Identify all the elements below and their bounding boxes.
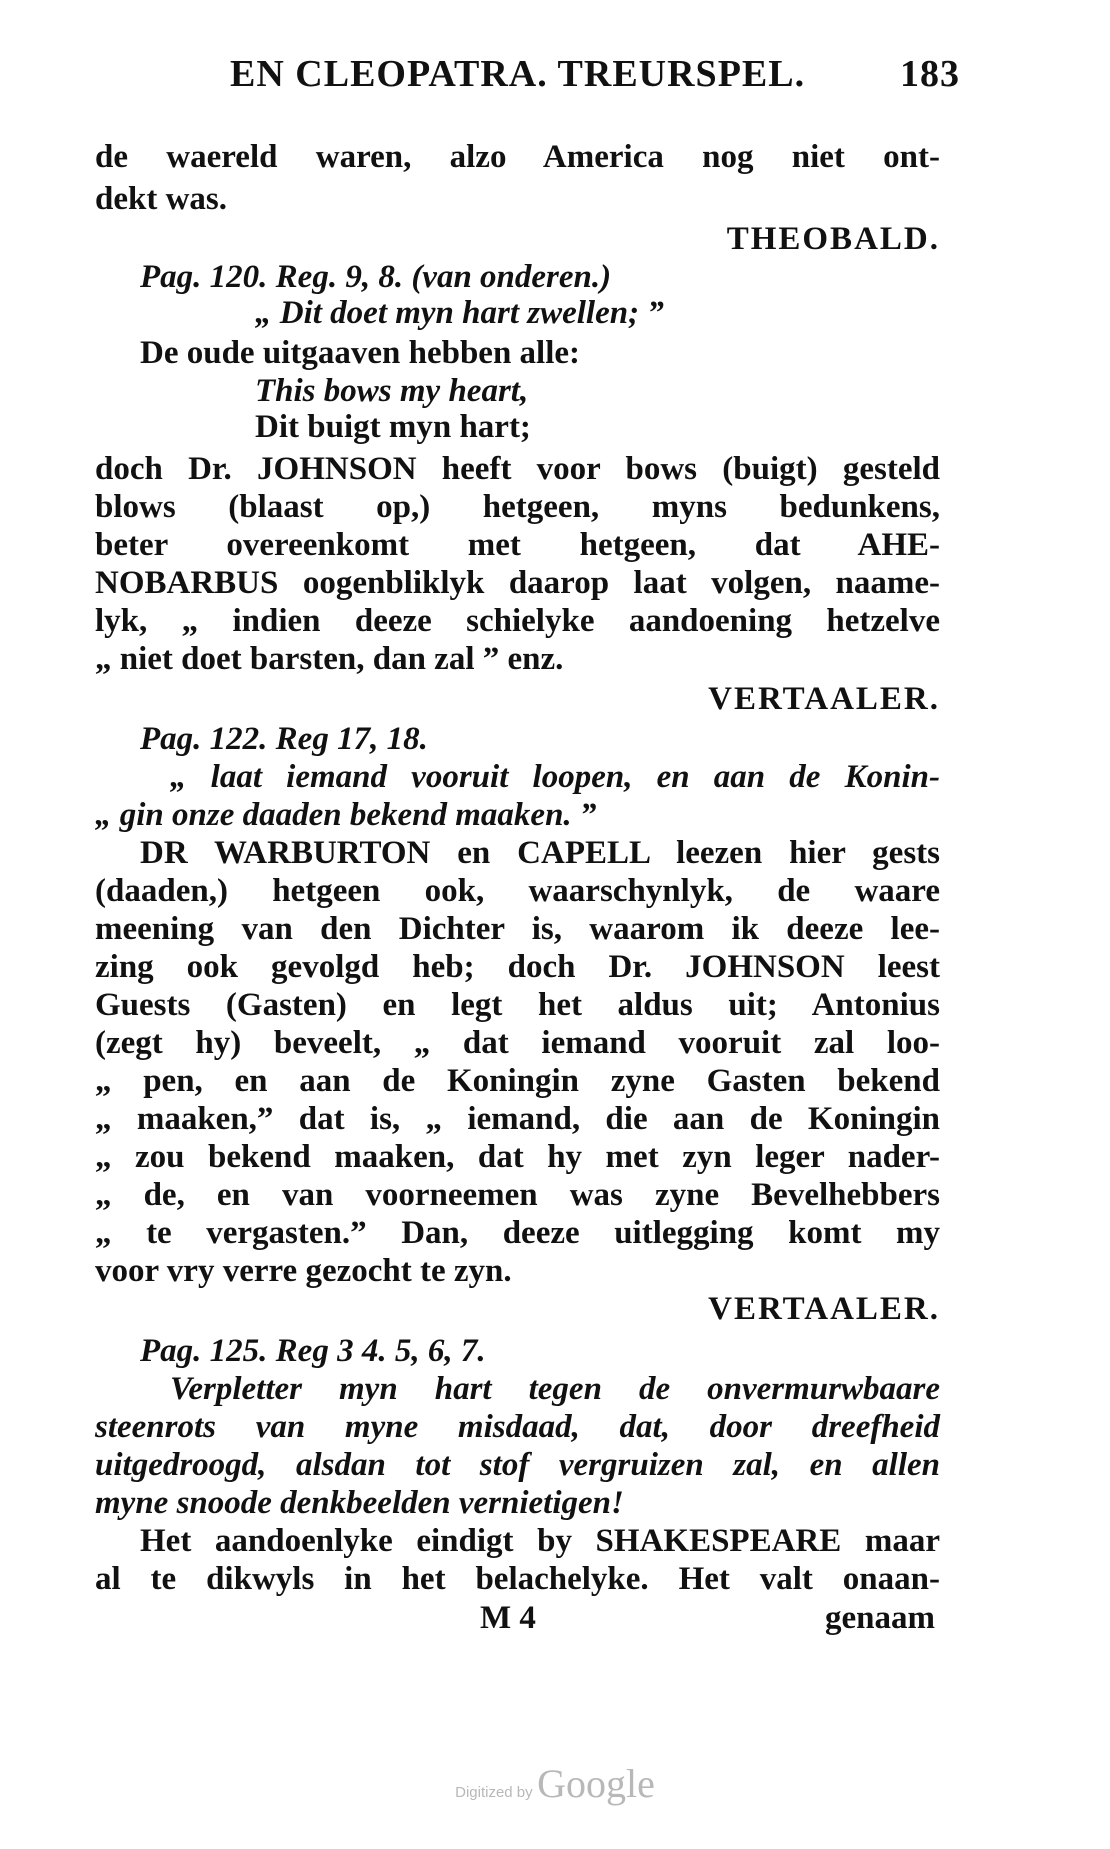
author-signature: VERTAALER. (708, 681, 940, 717)
quoted-line: „ gin onze daaden bekend maaken. ” (95, 797, 597, 833)
author-signature: VERTAALER. (708, 1291, 940, 1327)
text-line: De oude uitgaaven hebben alle: (140, 335, 581, 371)
quoted-line: „ Dit doet myn hart zwellen; ” (255, 295, 664, 331)
catchword: genaam (825, 1600, 935, 1636)
printer-signature-mark: M 4 (480, 1600, 536, 1636)
text-line: Het aandoenlyke eindigt by SHAKESPEARE maar (140, 1523, 940, 1559)
text-line: al te dikwyls in het belachelyke. Het valt onaan- (95, 1561, 940, 1597)
text-line: „ pen, en aan de Koningin zyne Gasten bekend (95, 1063, 940, 1099)
text-line: lyk, „ indien deeze schielyke aandoening hetzelve (95, 603, 940, 639)
text-line: „ niet doet barsten, dan zal ” enz. (95, 641, 564, 677)
reference-heading: Pag. 122. Reg 17, 18. (140, 721, 428, 757)
text-line: NOBARBUS oogenbliklyk daarop laat volgen, naame- (95, 565, 940, 601)
text-line: „ maaken,” dat is, „ iemand, die aan de Koningin (95, 1101, 940, 1137)
running-header (230, 52, 960, 102)
text-line: beter overeenkomt met hetgeen, dat AHE- (95, 527, 940, 563)
text-line: meening van den Dichter is, waarom ik deeze lee- (95, 911, 940, 947)
text-line: dekt was. (95, 181, 228, 217)
text-line: (daaden,) hetgeen ook, waarschynlyk, de waare (95, 873, 940, 909)
text-line: Guests (Gasten) en legt het aldus uit; Antonius (95, 987, 940, 1023)
text-line: blows (blaast op,) hetgeen, myns bedunkens, (95, 489, 940, 525)
watermark-brand: Google (537, 1761, 655, 1806)
text-line: (zegt hy) beveelt, „ dat iemand vooruit zal loo- (95, 1025, 940, 1061)
quoted-line: Dit buigt myn hart; (255, 409, 531, 445)
quoted-line: uitgedroogd, alsdan tot stof vergruizen zal, en allen (95, 1447, 940, 1483)
text-line: doch Dr. JOHNSON heeft voor bows (buigt) gesteld (95, 451, 940, 487)
text-line: „ de, en van voorneemen was zyne Bevelhebbers (95, 1177, 940, 1213)
page-number: 183 (900, 53, 960, 95)
quoted-line: steenrots van myne misdaad, dat, door dreefheid (95, 1409, 940, 1445)
quoted-line: myne snoode denkbeelden vernietigen! (95, 1485, 624, 1521)
text-line: zing ook gevolgd heb; doch Dr. JOHNSON leest (95, 949, 940, 985)
reference-heading: Pag. 125. Reg 3 4. 5, 6, 7. (140, 1333, 486, 1369)
text-line: „ te vergasten.” Dan, deeze uitlegging komt my (95, 1215, 940, 1251)
text-line: DR WARBURTON en CAPELL leezen hier gests (140, 835, 940, 871)
text-line: voor vry verre gezocht te zyn. (95, 1253, 512, 1289)
quoted-line: This bows my heart, (255, 373, 529, 409)
digitization-watermark (0, 1760, 1110, 1807)
watermark-prefix: Digitized by (455, 1784, 533, 1801)
reference-heading: Pag. 120. Reg. 9, 8. (van onderen.) (140, 259, 612, 295)
quoted-line: Verpletter myn hart tegen de onvermurwbaare (170, 1371, 940, 1407)
quoted-line: „ laat iemand vooruit loopen, en aan de Konin- (170, 759, 940, 795)
text-line: „ zou bekend maaken, dat hy met zyn leger nader- (95, 1139, 940, 1175)
running-title: EN CLEOPATRA. TREURSPEL. (230, 53, 806, 95)
text-line: de waereld waren, alzo America nog niet ont- (95, 139, 940, 175)
author-signature: THEOBALD. (726, 221, 940, 257)
